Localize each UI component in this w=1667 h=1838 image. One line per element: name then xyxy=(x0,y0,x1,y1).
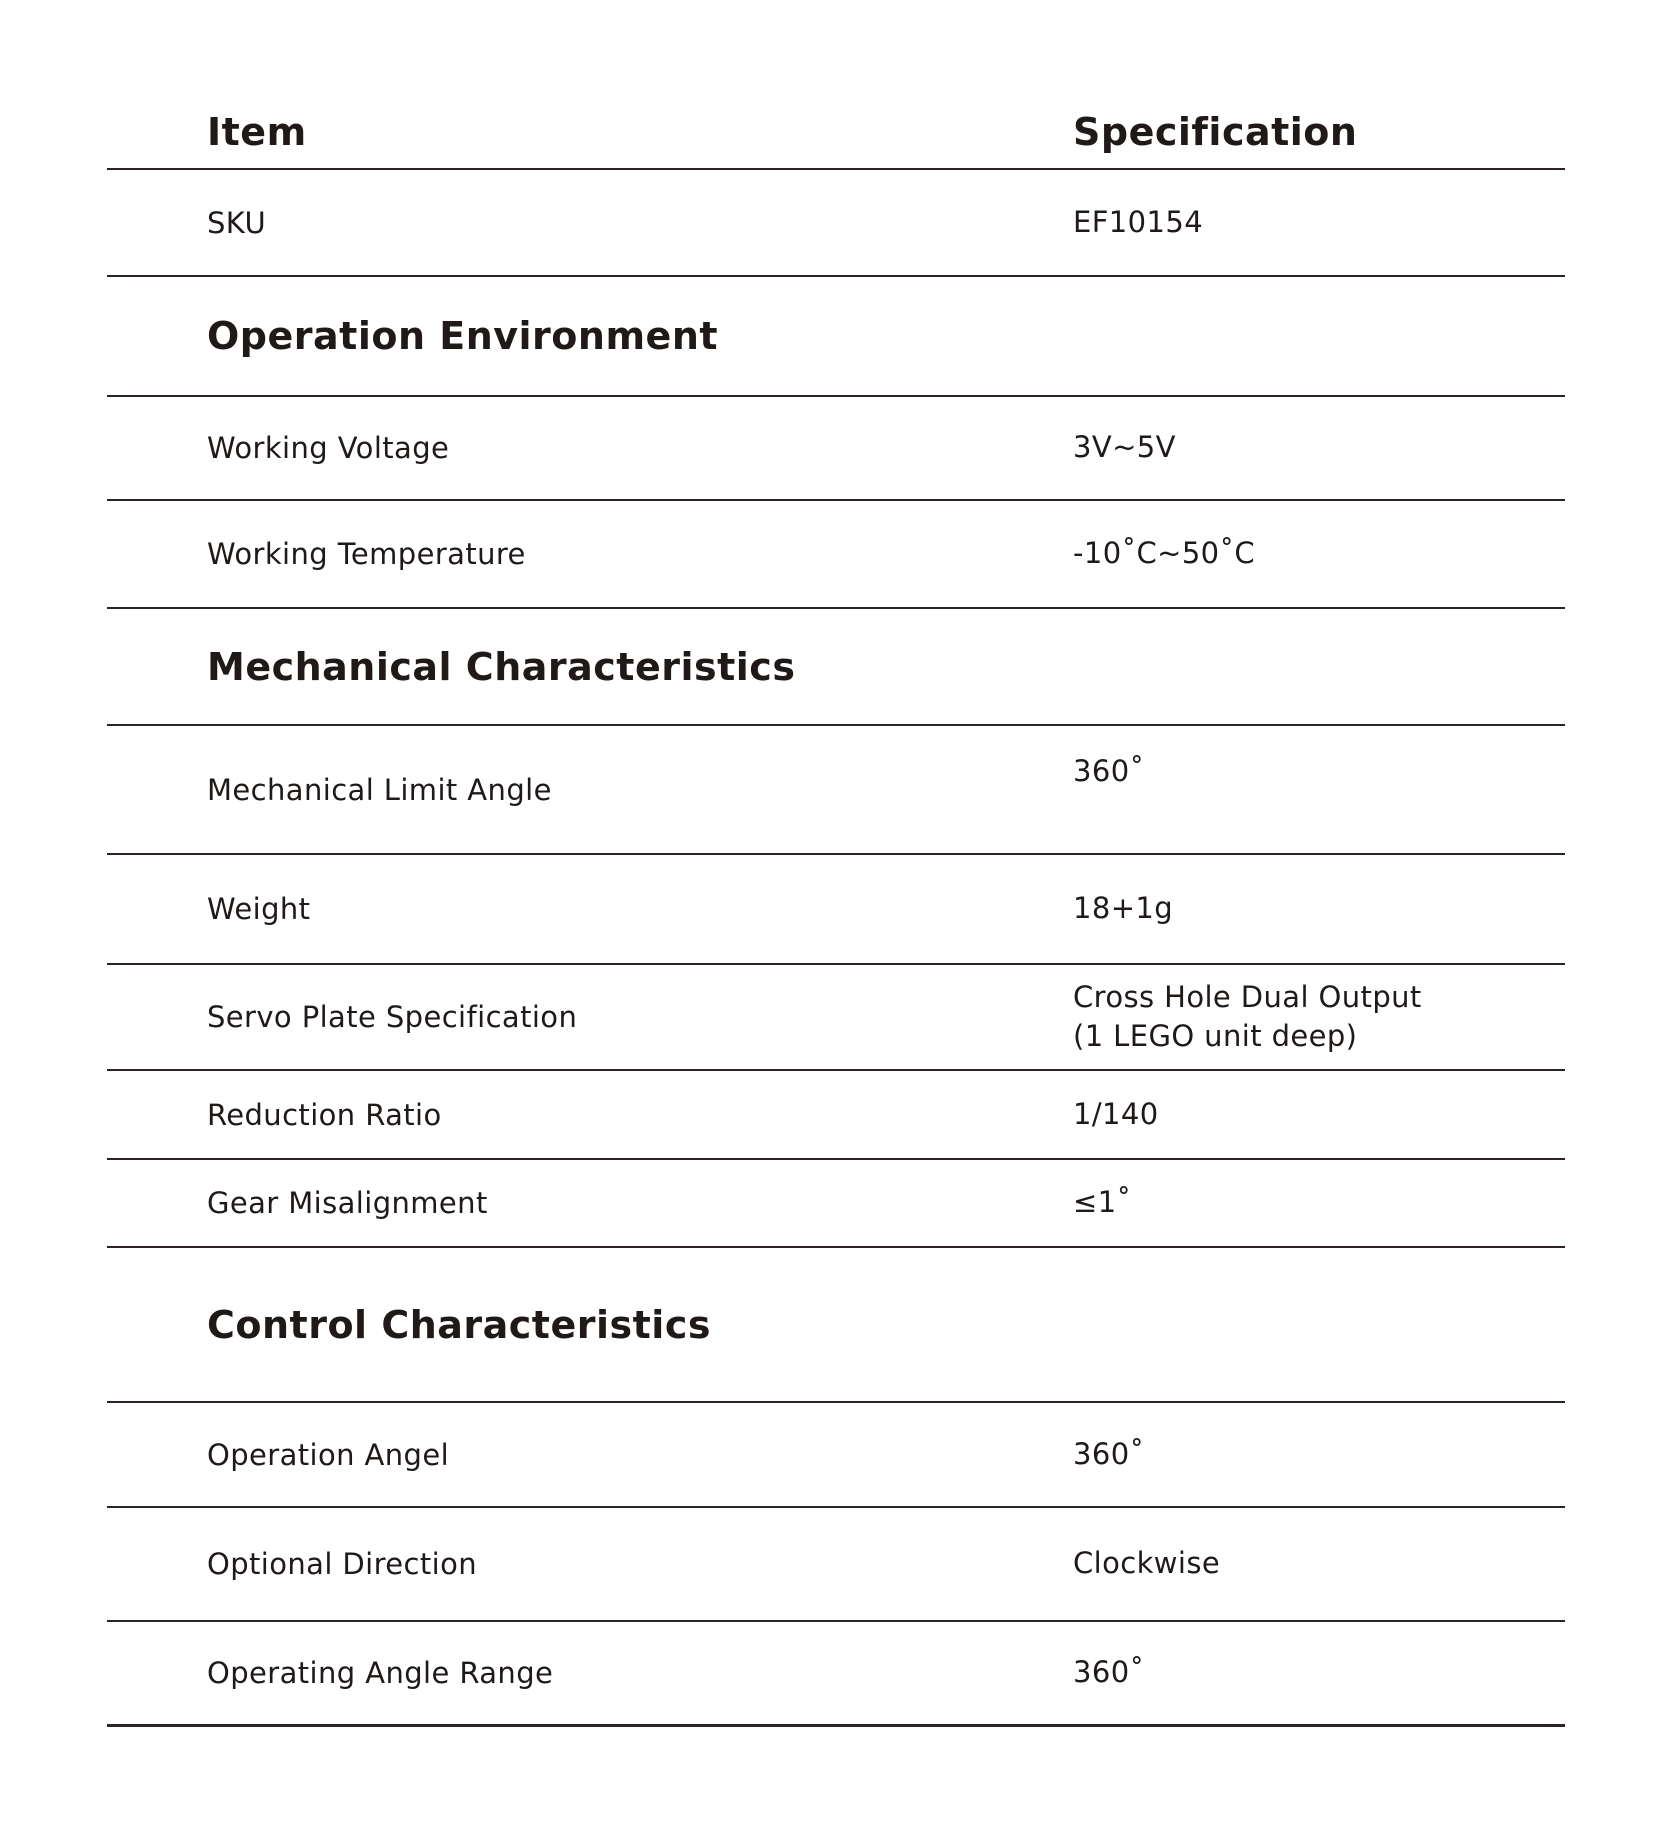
spec-value-line2: (1 LEGO unit deep) xyxy=(1073,1019,1358,1053)
item-label: Gear Misalignment xyxy=(207,1186,488,1220)
item-label: Working Temperature xyxy=(207,537,526,571)
item-label: SKU xyxy=(207,205,267,240)
table-row-working-temperature xyxy=(107,501,1565,609)
table-row-sku xyxy=(107,170,1565,277)
table-row-reduction-ratio xyxy=(107,1071,1565,1160)
spec-value: 360˚ xyxy=(1073,1436,1145,1471)
table-row-servo-plate-specification xyxy=(107,965,1565,1071)
item-label: Reduction Ratio xyxy=(207,1097,442,1132)
spec-value-line1: Cross Hole Dual Output xyxy=(1073,979,1422,1014)
item-label: Optional Direction xyxy=(207,1547,478,1581)
table-row-operating-angle-range xyxy=(107,1622,1565,1727)
item-label: Operating Angle Range xyxy=(207,1656,554,1690)
section-title: Control Characteristics xyxy=(207,1302,711,1347)
spec-value: 1/140 xyxy=(1073,1096,1159,1131)
section-row-mechanical-characteristics xyxy=(107,609,1565,726)
section-title: Mechanical Characteristics xyxy=(207,644,796,689)
table-row-mechanical-limit-angle xyxy=(107,726,1565,855)
column-header-item: Item xyxy=(207,110,307,155)
column-header-specification: Specification xyxy=(1073,110,1358,155)
spec-value: -10˚C~50˚C xyxy=(1073,536,1256,571)
spec-value: 18+1g xyxy=(1073,891,1174,926)
section-row-operation-environment xyxy=(107,277,1565,397)
table-row-operation-angel xyxy=(107,1403,1565,1508)
table-row-gear-misalignment xyxy=(107,1160,1565,1248)
spec-value: 3V~5V xyxy=(1073,430,1176,465)
item-label: Mechanical Limit Angle xyxy=(207,772,552,807)
spec-value: EF10154 xyxy=(1073,204,1204,239)
spec-value: Clockwise xyxy=(1073,1546,1221,1581)
table-row-optional-direction xyxy=(107,1508,1565,1622)
table-row-weight xyxy=(107,855,1565,965)
item-label: Weight xyxy=(207,892,311,926)
specification-table xyxy=(107,0,1565,1727)
spec-value xyxy=(1073,978,1565,1056)
section-title: Operation Environment xyxy=(207,314,719,358)
table-row-working-voltage xyxy=(107,397,1565,501)
table-header-row xyxy=(107,0,1565,170)
item-label: Servo Plate Specification xyxy=(207,1000,578,1034)
spec-value: ≤1˚ xyxy=(1073,1185,1132,1220)
item-label: Operation Angel xyxy=(207,1437,450,1472)
item-label: Working Voltage xyxy=(207,431,450,465)
spec-value: 360˚ xyxy=(1073,754,1145,788)
spec-value: 360˚ xyxy=(1073,1655,1145,1690)
section-row-control-characteristics xyxy=(107,1248,1565,1403)
